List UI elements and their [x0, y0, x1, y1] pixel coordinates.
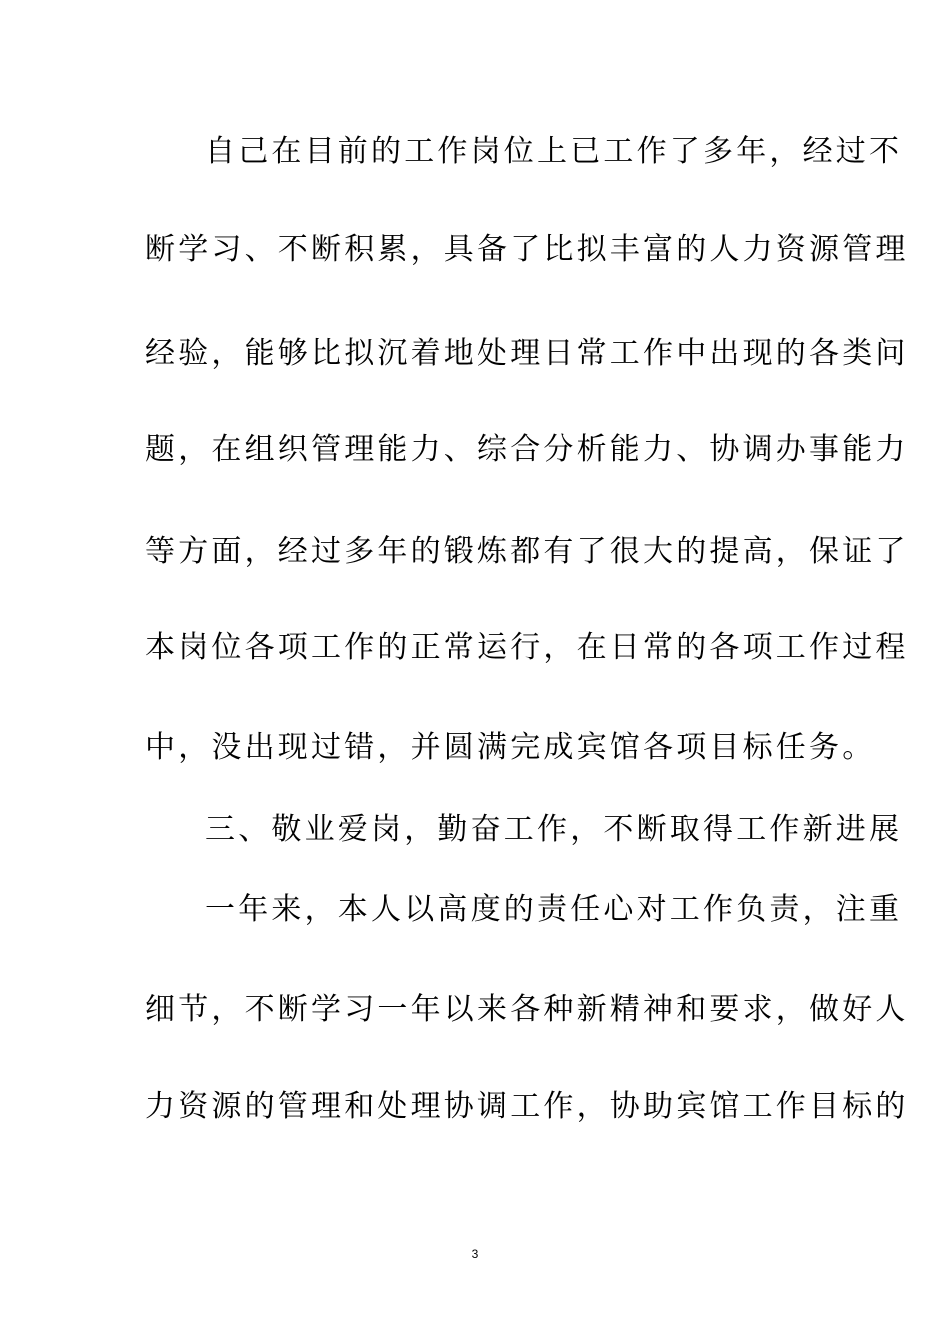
paragraph-line: 自己在目前的工作岗位上已工作了多年，经过不: [205, 134, 903, 169]
paragraph-line: 中，没出现过错，并圆满完成宾馆各项目标任务。: [145, 730, 876, 765]
paragraph-line: 细节，不断学习一年以来各种新精神和要求，做好人: [145, 992, 909, 1027]
paragraph-line: 力资源的管理和处理协调工作，协助宾馆工作目标的: [145, 1089, 909, 1124]
page-number: 3: [471, 1247, 479, 1261]
paragraph-line: 一年来，本人以高度的责任心对工作负责，注重: [205, 892, 903, 927]
section-heading: 三、敬业爱岗，勤奋工作，不断取得工作新进展: [205, 812, 903, 847]
paragraph-line: 题，在组织管理能力、综合分析能力、协调办事能力: [145, 432, 909, 467]
paragraph-line: 断学习、不断积累，具备了比拟丰富的人力资源管理: [145, 232, 909, 267]
paragraph-line: 等方面，经过多年的锻炼都有了很大的提高，保证了: [145, 534, 909, 569]
paragraph-line: 经验，能够比拟沉着地处理日常工作中出现的各类问: [145, 336, 909, 371]
paragraph-line: 本岗位各项工作的正常运行，在日常的各项工作过程: [145, 630, 909, 665]
